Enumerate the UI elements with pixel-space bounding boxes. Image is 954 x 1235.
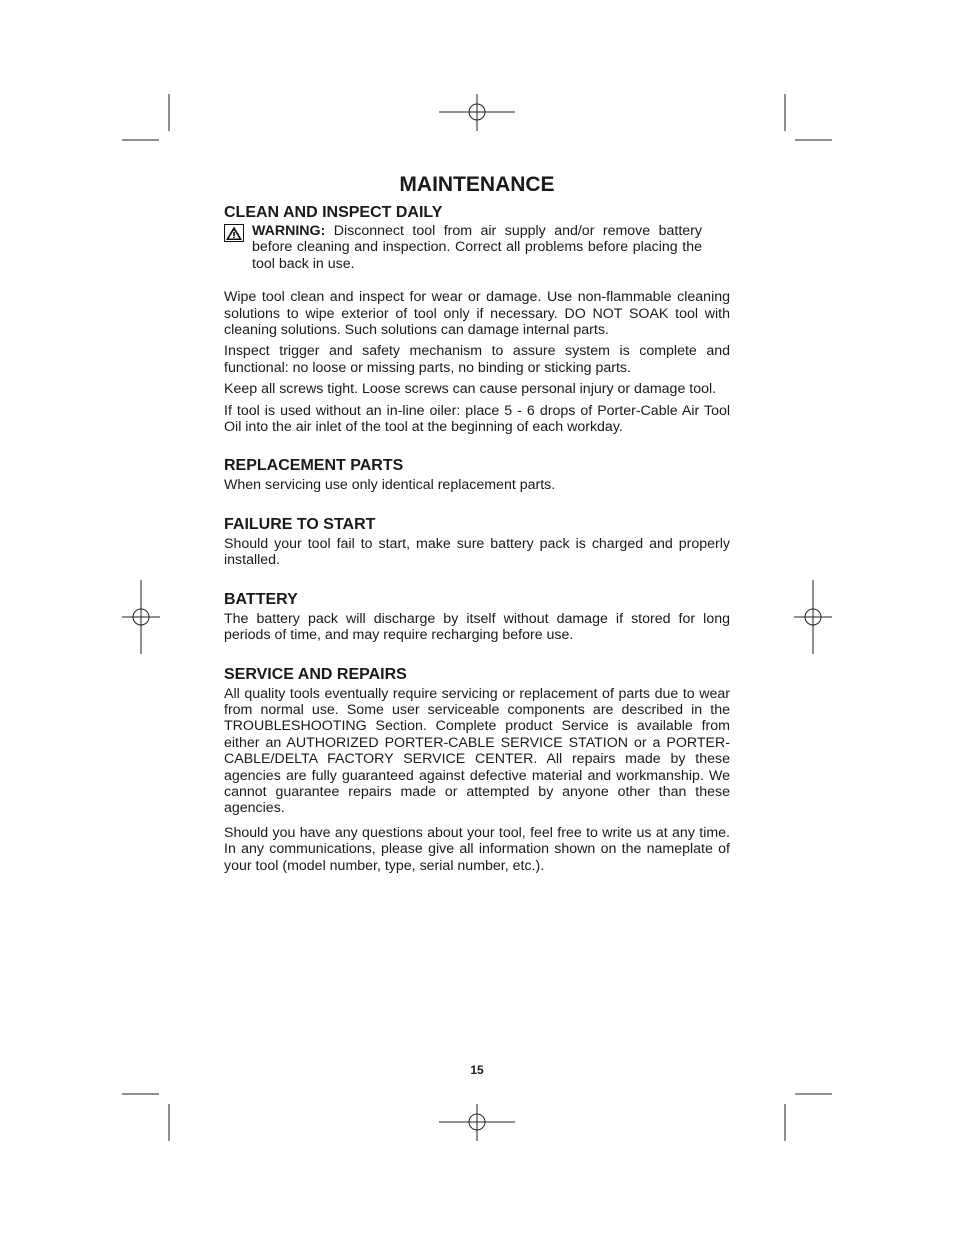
- page-number: 15: [470, 1063, 484, 1077]
- registration-mark-right: [794, 580, 832, 654]
- registration-mark-bottom: [439, 1104, 515, 1141]
- warning-triangle-icon: [224, 224, 244, 242]
- paragraph: All quality tools eventually require servicing or replacement of parts due to wear from normal use. Some user serviceable components are described in the TROUBLESHOOTING Section. Complete product Service is available from either an AUTHORIZED PORTER-CABLE SERVICE STATION or a PORTER-CABLE/DELTA FACTORY SERVICE CENTER. All repairs made by these agencies are fully guaranteed against defective material and workmanship. We cannot guarantee repairs made or attempted by anyone other than these agencies.: [224, 685, 730, 817]
- section-heading: SERVICE AND REPAIRS: [224, 665, 407, 683]
- section-failure-to-start: [224, 515, 730, 569]
- paragraph: The battery pack will discharge by itself without damage if stored for long periods of time, and may require recharging before use.: [224, 610, 730, 644]
- paragraph: Keep all screws tight. Loose screws can cause personal injury or damage tool.: [224, 381, 717, 398]
- main-content: [224, 203, 730, 874]
- section-heading: BATTERY: [224, 590, 298, 608]
- warning-label: WARNING:: [252, 223, 326, 239]
- paragraph: When servicing use only identical replacement parts.: [224, 477, 556, 494]
- paragraph: Should you have any questions about your tool, feel free to write us at any time. In any communications, please give all information shown on the nameplate of your tool (model number, type, serial number, etc.).: [224, 824, 730, 874]
- warning-text: Disconnect tool from air supply and/or remove battery before cleaning and inspection. Correct all problems before placing the tool back in use.: [252, 223, 702, 272]
- section-battery: [224, 590, 730, 644]
- paragraph: Wipe tool clean and inspect for wear or damage. Use non-flammable cleaning solutions to wipe exterior of tool only if necessary. DO NOT SOAK tool with cleaning solutions. Such solutions can damage internal parts.: [224, 289, 730, 339]
- page-title: MAINTENANCE: [399, 173, 555, 196]
- registration-mark-top: [439, 94, 515, 131]
- section-heading: REPLACEMENT PARTS: [224, 457, 404, 475]
- section-replacement-parts: [224, 456, 730, 493]
- paragraph: Inspect trigger and safety mechanism to assure system is complete and functional: no loose or missing parts, no binding or sticking parts.: [224, 343, 730, 376]
- paragraph: Should your tool fail to start, make sure battery pack is charged and properly installed.: [224, 535, 730, 569]
- section-heading: FAILURE TO START: [224, 515, 376, 533]
- warning-notice: [224, 223, 702, 272]
- section-heading: CLEAN AND INSPECT DAILY: [224, 204, 443, 221]
- section-clean-inspect: [224, 203, 730, 435]
- registration-mark-left: [122, 580, 160, 654]
- paragraph: If tool is used without an in-line oiler: place 5 - 6 drops of Porter-Cable Air Tool Oil into the air inlet of the tool at the beginning of each workday.: [224, 402, 730, 436]
- section-service-repairs: [224, 665, 730, 874]
